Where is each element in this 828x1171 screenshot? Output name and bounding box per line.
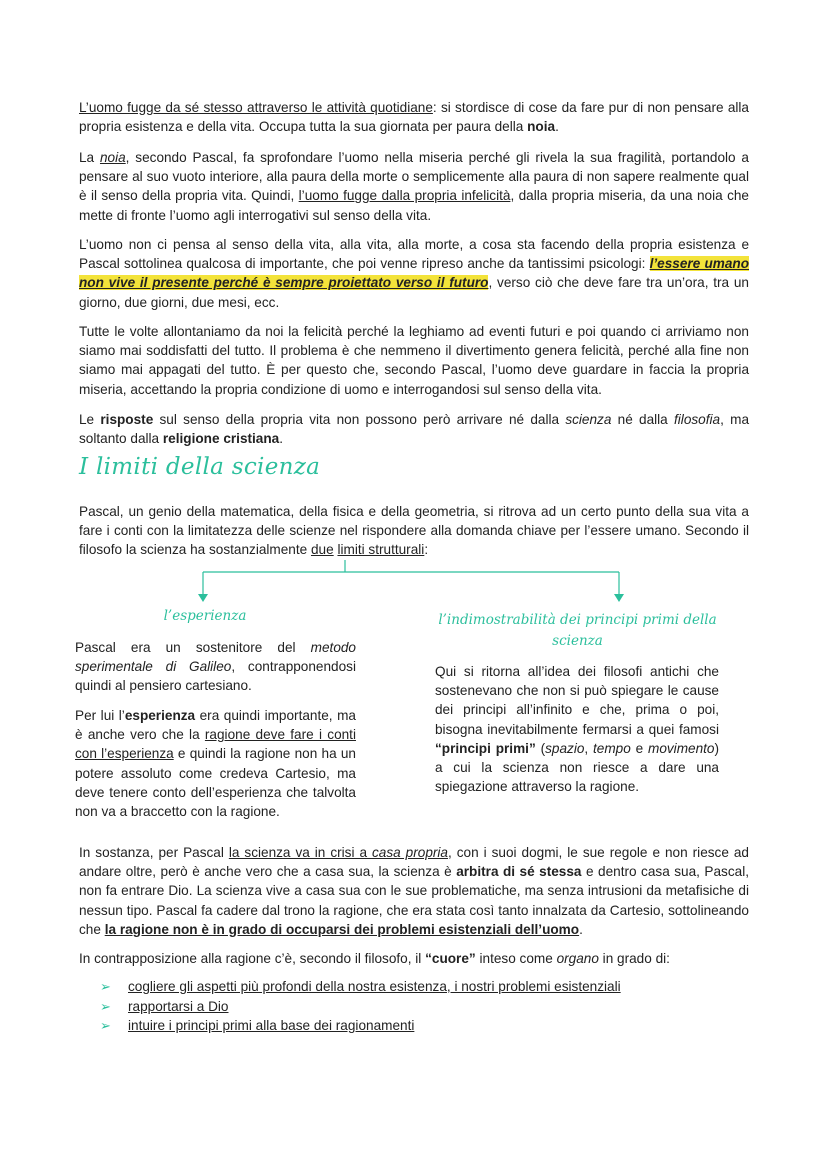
underlined-text: la scienza va in crisi a: [228, 845, 372, 860]
text: in grado di:: [598, 951, 670, 966]
bold-text: “cuore”: [425, 951, 476, 966]
right-box-paragraph: [435, 662, 719, 796]
text: , contrapponendosi quindi al pensiero cartesiano.: [75, 659, 356, 694]
text: .: [279, 431, 284, 447]
list-item-text: intuire i principi primi alla base dei ragionamenti: [128, 1018, 415, 1033]
text: Le: [79, 412, 101, 427]
bold-text: religione cristiana: [162, 431, 280, 447]
text: , ma soltanto dalla: [79, 412, 750, 447]
bold-text: noia: [527, 119, 556, 135]
italic-text: organo: [556, 951, 599, 966]
text: , secondo Pascal, fa sprofondare l’uomo nella miseria perché gli rivela la sua fragilità, portandolo a pensare al suo vuoto interiore, alla paura della morte o semplicemente alla paura di non sapere realmente qual è il senso della propria vita. Quindi,: [79, 150, 749, 204]
text: era quindi importante, ma è anche vero che la: [75, 708, 356, 743]
arrow-bullet-icon: ➢: [100, 998, 111, 1014]
text: ,: [584, 740, 594, 756]
italic-text: scienza: [565, 412, 612, 427]
section-title: I limiti della scienza: [79, 454, 321, 480]
italic-text: movimento: [648, 740, 715, 756]
text: Per lui l’: [75, 708, 125, 723]
italic-text: spazio: [545, 740, 585, 756]
conclusion-paragraph: [79, 843, 749, 939]
left-box-paragraph-2: [75, 706, 356, 821]
text: :: [424, 542, 429, 558]
text: e dentro casa sua, Pascal, non fa entrare Dio. La scienza vive a casa sua con le sue problematiche, ma senza intrusioni da metafisiche di nessun tipo. Pascal fa cadere dal trono la ragione, che era stata così tanto innalzata da Cartesio, sottolineando che: [79, 864, 750, 937]
arrow-right-icon: [614, 594, 624, 602]
text: Tutte le volte allontaniamo da noi la felicità perché la leghiamo ad eventi futuri e poi quando ci arriviamo non siamo mai soddisfatti del tutto. Il problema è che nemmeno il divertimento genera felicità, perché alla fine non siamo mai appagati del tutto. È per questo che, secondo Pascal, l’uomo deve guardare in faccia la propria miseria, accettando la propria condizione di uomo e interrogandosi sul senso della vita.: [79, 324, 749, 397]
text: e quindi la ragione non ha un potere assoluto come credeva Cartesio, ma deve tenere conto dell’esperienza che talvolta non va a braccetto con la ragione.: [75, 746, 356, 820]
italic-text: tempo: [593, 740, 631, 756]
text: Qui si ritorna all’idea dei filosofi antichi che sostenevano che non si può spiegare le cause dei principi all’infinito e che, prima o poi, bisogna inevitabilmente fermarsi a quei famosi: [435, 664, 719, 737]
list-item: [100, 997, 621, 1017]
right-box-title: l’indimostrabilità dei principi primi della scienza: [438, 612, 717, 649]
bold-underlined-text: la ragione non è in grado di occuparsi dei problemi esistenziali dell’uomo: [104, 921, 580, 937]
arrow-left-icon: [198, 594, 208, 602]
text: (: [535, 740, 546, 756]
text: né dalla: [611, 412, 674, 427]
underlined-text: limiti strutturali: [337, 542, 425, 558]
left-box-title: l’esperienza: [163, 608, 247, 624]
bold-text: “principi primi”: [435, 740, 536, 756]
text: inteso come: [475, 951, 557, 966]
text: La: [79, 150, 100, 165]
underlined-text: l’uomo fugge dalla propria infelicità: [298, 188, 511, 204]
text: ) a cui la scienza non riesce a dare una spiegazione attraverso la ragione.: [435, 740, 720, 795]
bullet-list: [100, 977, 621, 1036]
underlined-text: due: [310, 542, 334, 558]
bold-text: risposte: [100, 412, 154, 427]
arrow-bullet-icon: ➢: [100, 1018, 111, 1033]
bold-text: arbitra di sé stessa: [456, 864, 582, 880]
text: Pascal era un sostenitore del: [75, 640, 311, 655]
italic-underlined-text: casa propria: [371, 845, 448, 860]
italic-text: filosofia: [674, 412, 721, 427]
text: : si stordisce di cose da fare pur di non pensare alla propria esistenza e della vita. Occupa tutta la sua giornata per paura della: [79, 100, 749, 135]
text: .: [579, 921, 583, 937]
list-item: [100, 977, 621, 997]
underlined-text: L’uomo fugge da sé stesso attraverso le attività quotidiane: [79, 100, 433, 115]
list-item-text: cogliere gli aspetti più profondi della nostra esistenza, i nostri problemi esistenziali: [128, 979, 621, 994]
text: , dalla propria miseria, da una noia che mette di fronte l’uomo agli interrogativi sul senso della vita.: [79, 188, 749, 223]
text: L’uomo non ci pensa al senso della vita, alla vita, alla morte, a cosa sta facendo della propria esistenza e Pascal sottolinea qualcosa di importante, che poi venne ripreso anche da tantissimi psicologi:: [79, 237, 749, 272]
bold-text: esperienza: [124, 708, 196, 723]
list-item: [100, 1016, 621, 1036]
text: e: [630, 740, 648, 756]
text: .: [555, 119, 559, 135]
left-box-paragraph-1: [75, 638, 356, 696]
text: In contrapposizione alla ragione c’è, secondo il filosofo, il: [79, 951, 426, 966]
arrow-bullet-icon: ➢: [100, 979, 111, 994]
list-item-text: rapportarsi a Dio: [128, 998, 229, 1014]
text: Pascal, un genio della matematica, della fisica e della geometria, si ritrova ad un certo punto della sua vita a fare i conti con la limitatezza delle scienze nel rispondere alla domanda chiave per l’essere umano. Secondo il filosofo la scienza ha sostanzialmente: [79, 504, 749, 558]
italic-underlined-text: noia: [99, 150, 126, 165]
highlighted-text: l’essere umano non vive il presente perché è sempre proiettato verso il futuro: [79, 256, 750, 291]
italic-text: metodo sperimentale di Galileo: [75, 640, 356, 675]
underlined-text: ragione deve fare i conti con l’esperienza: [75, 727, 356, 762]
text: , verso ciò che deve fare tra un’ora, tra un giorno, due giorni, due mesi, ecc.: [79, 275, 749, 310]
text: In sostanza, per Pascal: [79, 845, 229, 860]
cuore-paragraph: [79, 949, 749, 968]
text: , con i suoi dogmi, le sue regole e non riesce ad andare oltre, però è anche vero che a casa sua, la scienza è: [79, 845, 749, 880]
text: sul senso della propria vita non possono però arrivare né dalla: [153, 412, 566, 427]
